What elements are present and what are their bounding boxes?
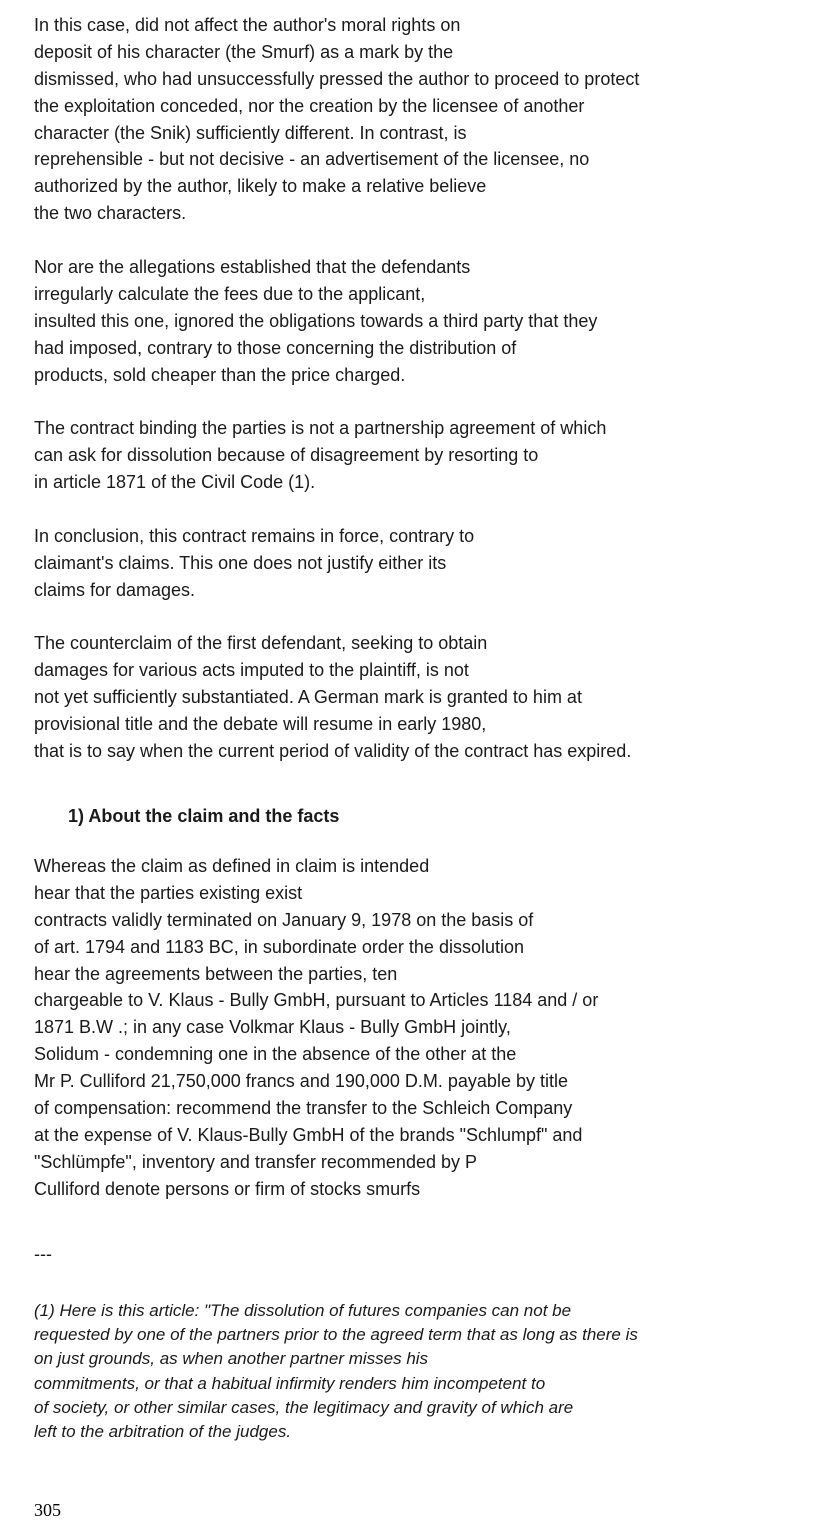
text-line: hear that the parties existing exist <box>34 882 303 903</box>
footnote-line: on just grounds, as when another partner misses his <box>34 1349 429 1369</box>
footnote <box>34 1299 824 1445</box>
text-line: Culliford denote persons or firm of stocks smurfs <box>34 1178 421 1199</box>
text-line: of art. 1794 and 1183 BC, in subordinate order the dissolution <box>34 936 524 957</box>
footnote-line: (1) Here is this article: "The dissolution of futures companies can not be <box>34 1300 572 1320</box>
text-line: Mr P. Culliford 21,750,000 francs and 190,000 D.M. payable by title <box>34 1071 568 1092</box>
section-heading: 1) About the claim and the facts <box>68 805 340 826</box>
text-line: hear the agreements between the parties, ten <box>34 963 398 984</box>
text-line: The contract binding the parties is not a partnership agreement of which <box>34 418 607 439</box>
text-line: at the expense of V. Klaus-Bully GmbH of the brands "Schlumpf" and <box>34 1124 583 1145</box>
paragraph-contract <box>34 415 824 496</box>
paragraph-claim <box>34 853 824 1203</box>
document-page <box>34 12 824 1445</box>
text-line: dismissed, who had unsuccessfully pressed the author to proceed to protect <box>34 68 640 89</box>
text-line: of compensation: recommend the transfer to the Schleich Company <box>34 1097 573 1118</box>
text-line: contracts validly terminated on January 9, 1978 on the basis of <box>34 909 534 930</box>
text-line: "Schlümpfe", inventory and transfer recommended by P <box>34 1151 477 1172</box>
text-line: the two characters. <box>34 203 187 224</box>
footnote-line: left to the arbitration of the judges. <box>34 1422 292 1442</box>
text-line: not yet sufficiently substantiated. A German mark is granted to him at <box>34 687 582 708</box>
text-line: claimant's claims. This one does not justify either its <box>34 552 447 573</box>
footnote-line: of society, or other similar cases, the legitimacy and gravity of which are <box>34 1398 574 1418</box>
paragraph-allegations <box>34 254 824 388</box>
text-line: damages for various acts imputed to the plaintiff, is not <box>34 660 469 681</box>
text-line: Nor are the allegations established that the defendants <box>34 257 471 278</box>
text-line: irregularly calculate the fees due to the applicant, <box>34 283 426 304</box>
text-line: In this case, did not affect the author's moral rights on <box>34 15 461 35</box>
text-line: had imposed, contrary to those concerning the distribution of <box>34 337 517 358</box>
page-number: 305 <box>34 1500 61 1520</box>
text-line: Whereas the claim as defined in claim is intended <box>34 855 430 876</box>
footnote-line: commitments, or that a habitual infirmity renders him incompetent to <box>34 1373 546 1393</box>
text-line: provisional title and the debate will resume in early 1980, <box>34 714 487 735</box>
text-line: chargeable to V. Klaus - Bully GmbH, pursuant to Articles 1184 and / or <box>34 990 599 1011</box>
text-line: 1871 B.W .; in any case Volkmar Klaus - Bully GmbH jointly, <box>34 1017 511 1038</box>
text-line: Solidum - condemning one in the absence of the other at the <box>34 1044 517 1065</box>
text-line: in article 1871 of the Civil Code (1). <box>34 472 316 493</box>
footnote-line: requested by one of the partners prior to the agreed term that as long as there is <box>34 1324 638 1344</box>
text-line: character (the Snik) sufficiently different. In contrast, is <box>34 122 467 143</box>
text-line: can ask for dissolution because of disagreement by resorting to <box>34 445 539 466</box>
text-line: claims for damages. <box>34 579 196 600</box>
text-line: the exploitation conceded, nor the creation by the licensee of another <box>34 95 585 116</box>
paragraph-conclusion <box>34 523 824 604</box>
text-line: In conclusion, this contract remains in force, contrary to <box>34 525 475 546</box>
footnote-separator: --- <box>34 1243 52 1264</box>
text-line: deposit of his character (the Smurf) as a mark by the <box>34 41 454 62</box>
text-line: products, sold cheaper than the price charged. <box>34 364 406 385</box>
text-line: insulted this one, ignored the obligations towards a third party that they <box>34 310 598 331</box>
paragraph-moral-rights <box>34 12 824 227</box>
text-line: The counterclaim of the first defendant, seeking to obtain <box>34 633 488 654</box>
text-line: authorized by the author, likely to make a relative believe <box>34 176 487 197</box>
paragraph-counterclaim <box>34 630 824 764</box>
text-line: that is to say when the current period of validity of the contract has expired. <box>34 741 632 762</box>
text-line: reprehensible - but not decisive - an advertisement of the licensee, no <box>34 149 590 170</box>
